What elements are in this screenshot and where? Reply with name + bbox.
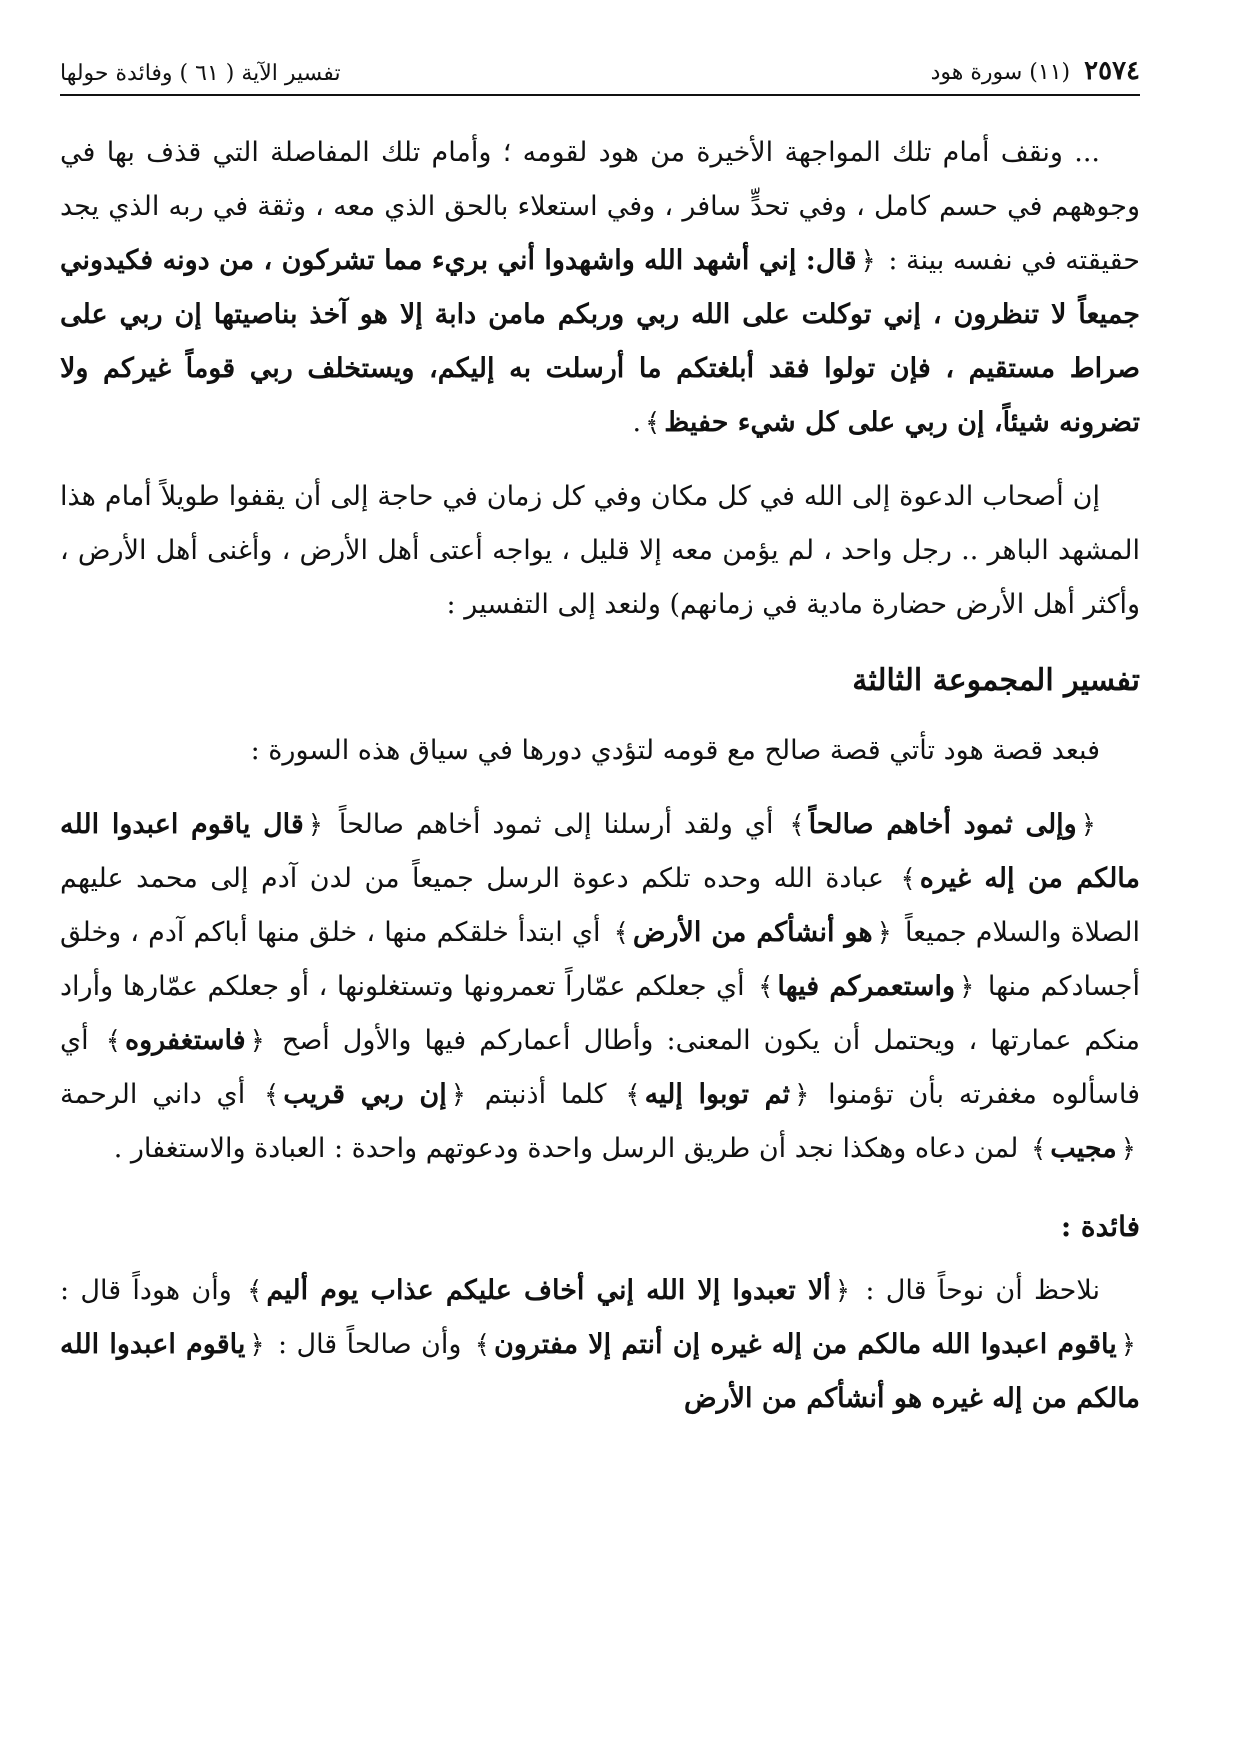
quran-verse: إن ربي قريب (283, 1079, 447, 1110)
verse-open-bracket: ﴿ (307, 810, 324, 840)
verse-close-bracket: ﴾ (613, 918, 629, 948)
commentary-text: نلاحظ أن نوحاً قال : (865, 1275, 1100, 1306)
verse-close-bracket: ﴾ (789, 810, 805, 840)
header-right (931, 56, 1140, 86)
verse-open-bracket: ﴿ (249, 1330, 265, 1360)
quran-verse: قال: إني أشهد الله واشهدوا أني بريء مما تشركون ، من دونه فكيدوني جميعاً لا تنظرون ، إني توكلت على الله ربي وربكم مامن دابة إلا هو آخذ بناصيتها إن ربي على صراط مستقيم ، فإن تولوا فقد أبلغتكم ما أرسلت به إليكم، ويستخلف ربي قوماً غيركم ولا تضرونه شيئاً، إن ربي على كل شيء حفيظ (60, 245, 1140, 438)
commentary-text: أي جعلكم عمّاراً تعمرونها وتستغلونها ، أو جعلكم عمّارها وأراد منكم عمارتها ، ويحتمل أن يكون المعنى: وأطال أعماركم فيها والأول أصح (60, 971, 1140, 1056)
verse-close-bracket: ﴾ (900, 864, 916, 894)
commentary-text: عبادة الله وحده تلكم دعوة الرسل جميعاً من لدن آدم إلى محمد عليهم الصلاة والسلام جميعاً (60, 863, 1140, 948)
quran-verse: ياقوم اعبدوا الله مالكم من إله غيره هو أنشأكم من الأرض (60, 1329, 1140, 1414)
commentary-text: أي داني الرحمة (60, 1079, 246, 1110)
section-heading: تفسير المجموعة الثالثة (852, 663, 1140, 698)
verse-close-bracket: ﴾ (247, 1276, 263, 1306)
paragraph-tafsir (60, 798, 1140, 1176)
verse-close-bracket: ﴾ (474, 1330, 491, 1360)
verse-open-bracket: ﴿ (1080, 810, 1096, 840)
book-page (60, 36, 1140, 1726)
page-number: ٢٥٧٤ (1084, 56, 1140, 86)
verse-open-bracket: ﴿ (249, 1026, 265, 1056)
verse-open-bracket: ﴿ (1120, 1330, 1136, 1360)
verse-open-bracket: ﴿ (1120, 1134, 1136, 1164)
verse-close-bracket: ﴾ (645, 408, 661, 438)
verse-close-bracket: ﴾ (625, 1080, 641, 1110)
verse-open-bracket: ﴿ (959, 972, 975, 1002)
verse-open-bracket: ﴿ (834, 1276, 851, 1306)
paragraph-transition: فبعد قصة هود تأتي قصة صالح مع قومه لتؤدي دورها في سياق هذه السورة : (250, 735, 1100, 766)
verse-close-bracket: ﴾ (758, 972, 774, 1002)
quran-verse: قال ياقوم اعبدوا الله مالكم من إله غيره (60, 809, 1140, 894)
quran-verse: وإلى ثمود أخاهم صالحاً (808, 809, 1077, 840)
verse-open-bracket: ﴿ (876, 918, 892, 948)
quran-verse: ألا تعبدوا إلا الله إني أخاف عليكم عذاب يوم أليم (266, 1275, 831, 1306)
running-header (60, 36, 1140, 96)
benefit-label: فائدة : (1060, 1210, 1140, 1243)
paragraph-text: ... ونقف أمام تلك المواجهة الأخيرة من هود لقومه ؛ وأمام تلك المفاصلة التي قذف بها في وجوههم في حسم كامل ، وفي تحدٍّ سافر ، وفي استعلاء بالحق الذي معه ، وثقة في ربه الذي يجد حقيقته في نفسه بينة : (60, 137, 1140, 276)
header-topic: تفسير الآية ( ٦١ ) وفائدة حولها (60, 61, 341, 86)
surah-title: (١١) سورة هود (930, 60, 1071, 85)
quran-verse: مجيب (1050, 1133, 1117, 1164)
verse-open-bracket: ﴿ (450, 1080, 466, 1110)
paragraph-confrontation (60, 126, 1140, 450)
commentary-text: لمن دعاه وهكذا نجد أن طريق الرسل واحدة ودعوتهم واحدة : العبادة والاستغفار . (113, 1133, 1019, 1164)
quran-verse: ياقوم اعبدوا الله مالكم من إله غيره إن أنتم إلا مفترون (494, 1329, 1117, 1360)
paragraph-benefit (60, 1264, 1140, 1426)
verse-open-bracket: ﴿ (794, 1080, 810, 1110)
verse-open-bracket: ﴿ (860, 246, 876, 276)
verse-close-bracket: ﴾ (1030, 1134, 1047, 1164)
quran-verse: واستعمركم فيها (777, 971, 956, 1002)
body-text (60, 126, 1140, 1426)
quran-verse: فاستغفروه (124, 1025, 246, 1056)
commentary-text: أي ولقد أرسلنا إلى ثمود أخاهم صالحاً (338, 809, 774, 840)
commentary-text: وأن هوداً قال : (60, 1275, 232, 1306)
paragraph-end: . (632, 407, 642, 438)
commentary-text: أي ابتدأ خلقكم منها ، خلق منها أباكم آدم ، وخلق أجسادكم منها (60, 917, 1140, 1002)
verse-close-bracket: ﴾ (105, 1026, 121, 1056)
paragraph-callers: إن أصحاب الدعوة إلى الله في كل مكان وفي كل زمان في حاجة إلى أن يقفوا طويلاً أمام هذا المشهد الباهر .. رجل واحد ، لم يؤمن معه إلا قليل ، يواجه أعتى أهل الأرض ، وأغنى أهل الأرض ، وأكثر أهل الأرض حضارة مادية في زمانهم) ولنعد إلى التفسير : (60, 481, 1140, 620)
commentary-text: وأن صالحاً قال : (277, 1329, 462, 1360)
quran-verse: هو أنشأكم من الأرض (632, 917, 873, 948)
quran-verse: ثم توبوا إليه (644, 1079, 791, 1110)
verse-close-bracket: ﴾ (264, 1080, 280, 1110)
commentary-text: كلما أذنبتم (484, 1079, 607, 1110)
commentary-text: أي فاسألوه مغفرته بأن تؤمنوا (60, 1025, 1140, 1110)
